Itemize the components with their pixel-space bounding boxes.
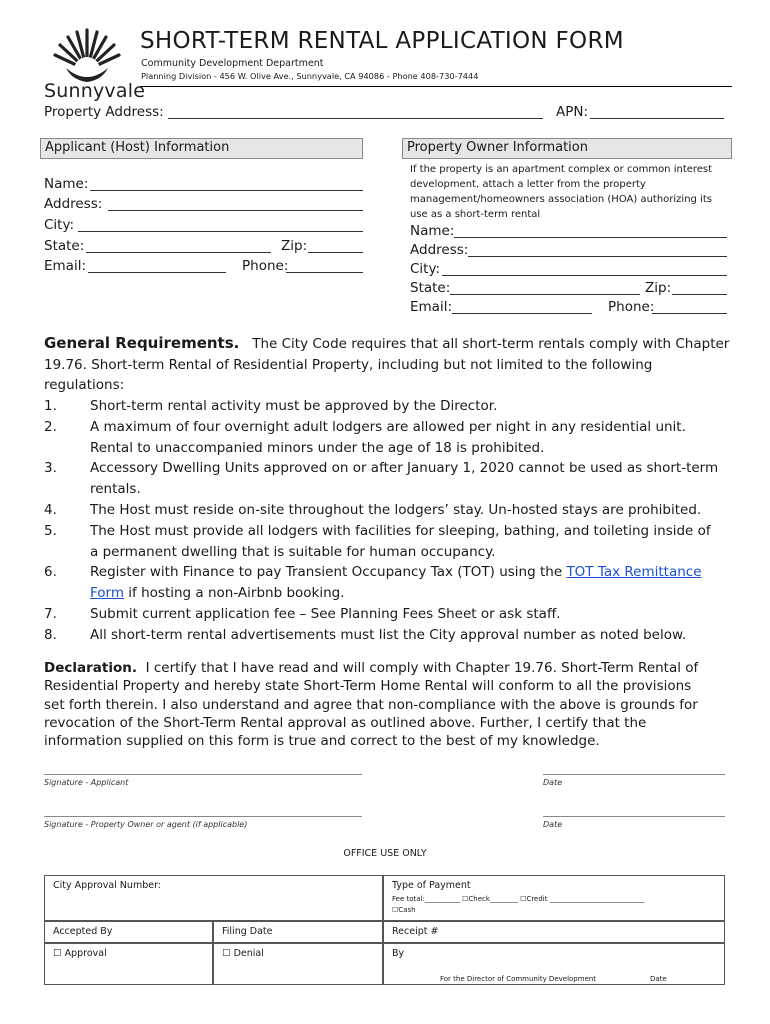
- owner-hoa-note: If the property is an apartment complex or common interest development, attach a letter from the property management/homeowners association (HOA) authorizing its use as a short-term rental: [410, 164, 713, 220]
- page-title: SHORT-TERM RENTAL APPLICATION FORM: [140, 28, 624, 54]
- applicant-email-field[interactable]: [88, 258, 226, 273]
- department-address: Planning Division - 456 W. Olive Ave., Sunnyvale, CA 94086 - Phone 408-730-7444: [141, 71, 479, 81]
- general-requirements-heading: General Requirements.: [44, 334, 240, 352]
- applicant-address-label: Address:: [44, 196, 103, 212]
- owner-city-field[interactable]: [442, 261, 727, 276]
- approval-cell[interactable]: ☐ Approval: [44, 943, 213, 985]
- logo-wordmark: Sunnyvale: [44, 80, 146, 102]
- owner-signature-line[interactable]: [44, 816, 362, 817]
- owner-zip-label: Zip:: [645, 280, 672, 296]
- applicant-signature-label: Signature - Applicant: [44, 778, 129, 787]
- header-divider: [140, 86, 732, 87]
- applicant-address-field[interactable]: [108, 196, 363, 211]
- applicant-city-label: City:: [44, 217, 75, 233]
- owner-address-label: Address:: [410, 242, 469, 258]
- cash-checkbox[interactable]: ☐: [392, 906, 399, 914]
- declaration-heading: Declaration.: [44, 660, 137, 676]
- general-requirements-intro: [44, 333, 734, 396]
- owner-date-line[interactable]: [543, 816, 725, 817]
- check-checkbox[interactable]: ☐: [462, 895, 469, 903]
- payment-type-cell: Type of Payment Fee total:__________ ☐Check________ ☐Credit ___________________________ ☐Cash: [383, 875, 725, 921]
- approval-checkbox[interactable]: ☐: [53, 948, 62, 959]
- owner-signature-label: Signature - Property Owner or agent (if applicable): [44, 820, 248, 829]
- director-label: For the Director of Community Development: [440, 975, 597, 983]
- requirements-list: 1. Short-term rental activity must be approved by the Director. 2. A maximum of four overnight adult lodgers are allowed per night in any residential unit. Rental to unaccompanied minors under the age of 18 is prohibited. 3. Accessory Dwelling Units approved on or after January 1, 2020 cannot be used as short-term rentals. 4. The Host must reside on-site throughout the lodgers’ stay. Un-hosted stays are prohibited. 5. The Host must provide all lodgers with facilities for sleeping, bathing, and toileting inside of a permanent dwelling that is suitable for human occupancy. 6. Register with Finance to pay Transient Occupancy Tax (TOT) using the TOT Tax Remittance Form if hosting a non-Airbnb booking. 7. Submit current application fee – See Planning Fees Sheet or ask staff. 8. All short-term rental advertisements must list the City approval number as noted below.: [44, 398, 719, 643]
- apn-field[interactable]: [590, 104, 724, 119]
- apn-label: APN:: [556, 104, 589, 120]
- applicant-signature-line[interactable]: [44, 774, 362, 775]
- property-address-label: Property Address:: [44, 104, 164, 120]
- general-intro-text: The City Code requires that all short-term rentals comply with Chapter: [252, 336, 730, 352]
- owner-phone-label: Phone:: [608, 299, 655, 315]
- owner-email-field[interactable]: [452, 299, 592, 314]
- tot-remittance-link-form[interactable]: Form: [90, 584, 125, 601]
- credit-checkbox[interactable]: ☐: [520, 895, 527, 903]
- applicant-date-line[interactable]: [543, 774, 725, 775]
- applicant-section-heading: Applicant (Host) Information: [40, 138, 363, 159]
- owner-state-label: State:: [410, 280, 451, 296]
- approval-number-label: City Approval Number:: [53, 880, 162, 891]
- office-use-heading: OFFICE USE ONLY: [343, 848, 427, 859]
- denial-cell[interactable]: ☐ Denial: [213, 943, 383, 985]
- owner-name-label: Name:: [410, 223, 455, 239]
- general-intro-line3: regulations:: [44, 377, 125, 394]
- owner-name-field[interactable]: [454, 223, 727, 238]
- property-address-field[interactable]: [168, 104, 543, 119]
- applicant-name-field[interactable]: [90, 176, 363, 191]
- owner-state-field[interactable]: [450, 280, 640, 295]
- applicant-state-field[interactable]: [86, 238, 271, 253]
- tot-remittance-link[interactable]: TOT Tax Remittance: [566, 564, 702, 580]
- applicant-zip-label: Zip:: [281, 238, 308, 254]
- declaration-block: Declaration. I certify that I have read and will comply with Chapter 19.76. Short-Term Rental of Residential Property and hereby state Short-Term Home Rental will conform to all the provisions set forth therein. I also understand and agree that non-compliance with the above is grounds for revocation of the Short-Term Rental approval as outlined above. Further, I certify that the information supplied on this form is true and correct to the best of my knowledge.: [44, 660, 699, 750]
- applicant-zip-field[interactable]: [308, 238, 363, 253]
- approval-number-cell[interactable]: [44, 875, 383, 921]
- owner-email-label: Email:: [410, 299, 453, 315]
- owner-zip-field[interactable]: [672, 280, 727, 295]
- applicant-city-field[interactable]: [78, 217, 363, 232]
- denial-checkbox[interactable]: ☐: [222, 948, 231, 959]
- applicant-phone-field[interactable]: [286, 258, 363, 273]
- department-name: Community Development Department: [141, 58, 324, 69]
- applicant-name-label: Name:: [44, 176, 89, 192]
- applicant-state-label: State:: [44, 238, 85, 254]
- owner-address-field[interactable]: [468, 242, 727, 257]
- receipt-cell[interactable]: Receipt #: [383, 921, 725, 943]
- owner-phone-field[interactable]: [652, 299, 727, 314]
- filing-date-cell[interactable]: Filing Date: [213, 921, 383, 943]
- applicant-date-label: Date: [543, 778, 563, 787]
- owner-section-heading: Property Owner Information: [402, 138, 732, 159]
- owner-city-label: City:: [410, 261, 441, 277]
- accepted-by-cell[interactable]: Accepted By: [44, 921, 213, 943]
- director-date-label: Date: [650, 975, 667, 983]
- director-signature-cell[interactable]: By: [383, 943, 725, 985]
- applicant-email-label: Email:: [44, 258, 87, 274]
- owner-date-label: Date: [543, 820, 563, 829]
- applicant-phone-label: Phone:: [242, 258, 289, 274]
- payment-type-label: Type of Payment: [392, 880, 471, 891]
- general-intro-line2: 19.76. Short-term Rental of Residential Property, including but not limited to the following: [44, 356, 653, 373]
